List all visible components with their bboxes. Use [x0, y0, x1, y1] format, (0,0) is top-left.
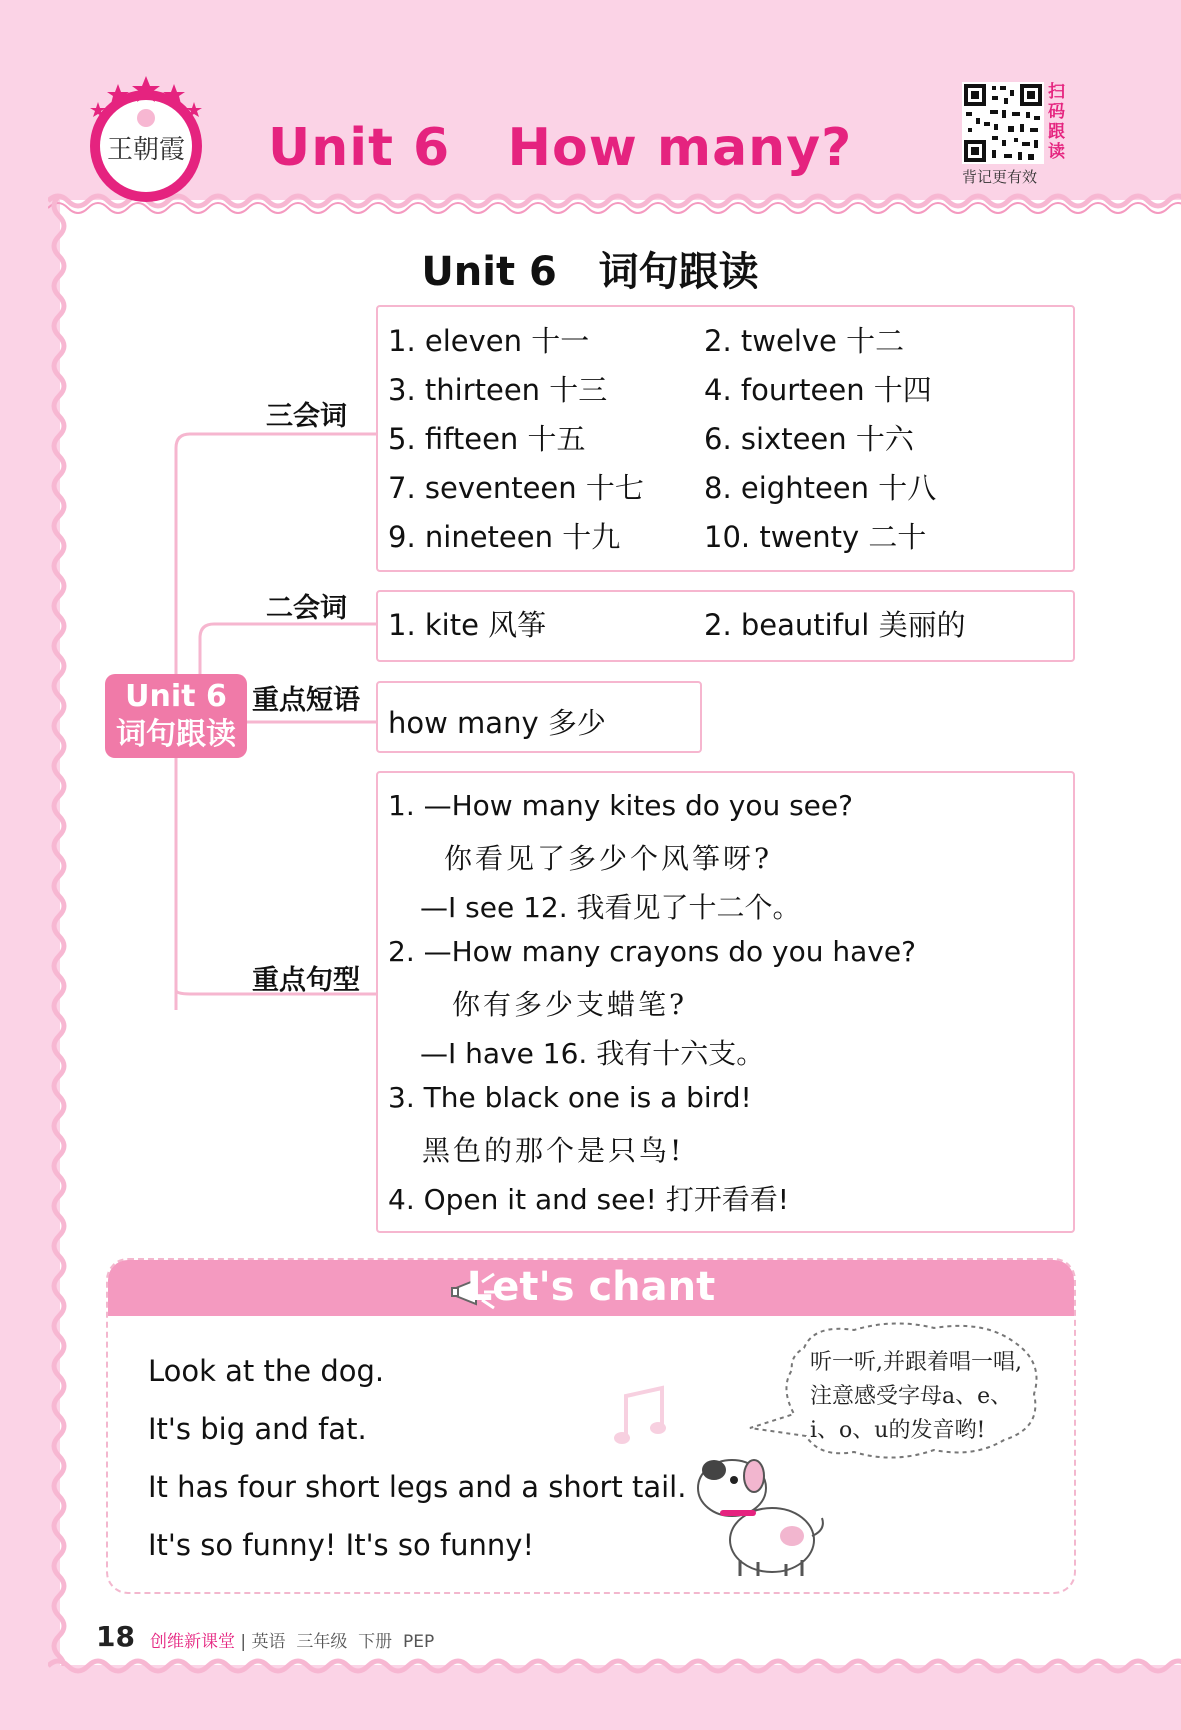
section-title: Unit 6 词句跟读 — [421, 249, 759, 295]
sentence-line: 2. —How many crayons do you have? — [388, 935, 916, 968]
sentence-line: 3. The black one is a bird! — [388, 1081, 752, 1114]
word-item: 2. twelve 十二 — [704, 324, 905, 358]
word-item: 3. thirteen 十三 — [388, 373, 608, 407]
sentence-line: 你看见了多少个风筝呀? — [444, 842, 773, 875]
scan-label: 扫码跟读 — [1048, 82, 1065, 162]
branch-two-words: 二会词 — [266, 593, 347, 624]
music-note-icon — [612, 1380, 672, 1450]
branch-three-words: 三会词 — [266, 401, 347, 432]
sentence-line: 4. Open it and see! 打开看看! — [388, 1183, 789, 1216]
three-words-box — [376, 305, 1075, 572]
qr-code-icon[interactable] — [962, 82, 1044, 164]
brand-logo — [84, 74, 208, 204]
word-item: 7. seventeen 十七 — [388, 471, 644, 505]
sentence-line: 黑色的那个是只鸟! — [422, 1134, 685, 1167]
word-item: 1. eleven 十一 — [388, 324, 590, 358]
word-item: 5. fifteen 十五 — [388, 422, 586, 456]
memo-label: 背记更有效 — [962, 168, 1038, 186]
word-item: 6. sixteen 十六 — [704, 422, 914, 456]
branch-phrase: 重点短语 — [252, 685, 360, 716]
sentence-line: —I have 16. 我有十六支。 — [420, 1037, 765, 1070]
word-item: 2. beautiful 美丽的 — [704, 608, 966, 642]
bubble-text: 听一听,并跟着唱一唱,注意感受字母a、e、i、o、u的发音哟! — [810, 1350, 1022, 1443]
phrase-box — [376, 681, 702, 753]
footer-info — [150, 1627, 434, 1652]
dog-illustration — [692, 1440, 830, 1580]
wavy-border-left — [46, 196, 72, 1666]
page-number: 18 — [96, 1620, 135, 1653]
phrase-text: how many 多少 — [388, 706, 606, 740]
center-node — [105, 674, 247, 758]
branch-sentence: 重点句型 — [252, 965, 360, 996]
word-item: 1. kite 风筝 — [388, 608, 547, 642]
two-words-box — [376, 590, 1075, 662]
sentence-line: 你有多少支蜡笔? — [452, 988, 688, 1021]
unit-title: Unit 6 How many? — [268, 118, 853, 178]
word-item: 9. nineteen 十九 — [388, 520, 621, 554]
footer-brand: 创维新课堂 — [150, 1632, 235, 1652]
word-item: 4. fourteen 十四 — [704, 373, 932, 407]
chant-line: It has four short legs and a short tail. — [148, 1470, 687, 1504]
chant-title: Let's chant — [466, 1264, 716, 1310]
center-line1: Unit 6 — [125, 679, 227, 714]
chant-line: It's big and fat. — [148, 1412, 367, 1446]
chant-line: It's so funny! It's so funny! — [148, 1528, 535, 1562]
logo-text: 王朝霞 — [106, 135, 186, 165]
sentence-line: 1. —How many kites do you see? — [388, 789, 853, 822]
sentences-box — [376, 771, 1075, 1233]
sentence-line: —I see 12. 我看见了十二个。 — [420, 891, 801, 924]
word-item: 8. eighteen 十八 — [704, 471, 937, 505]
wavy-border-top — [48, 188, 1181, 214]
word-item: 10. twenty 二十 — [704, 520, 927, 554]
footer-details: | 英语 三年级 下册 PEP — [235, 1632, 435, 1652]
chant-line: Look at the dog. — [148, 1354, 385, 1388]
wavy-border-bottom — [48, 1653, 1181, 1679]
center-line2: 词句跟读 — [116, 717, 236, 752]
